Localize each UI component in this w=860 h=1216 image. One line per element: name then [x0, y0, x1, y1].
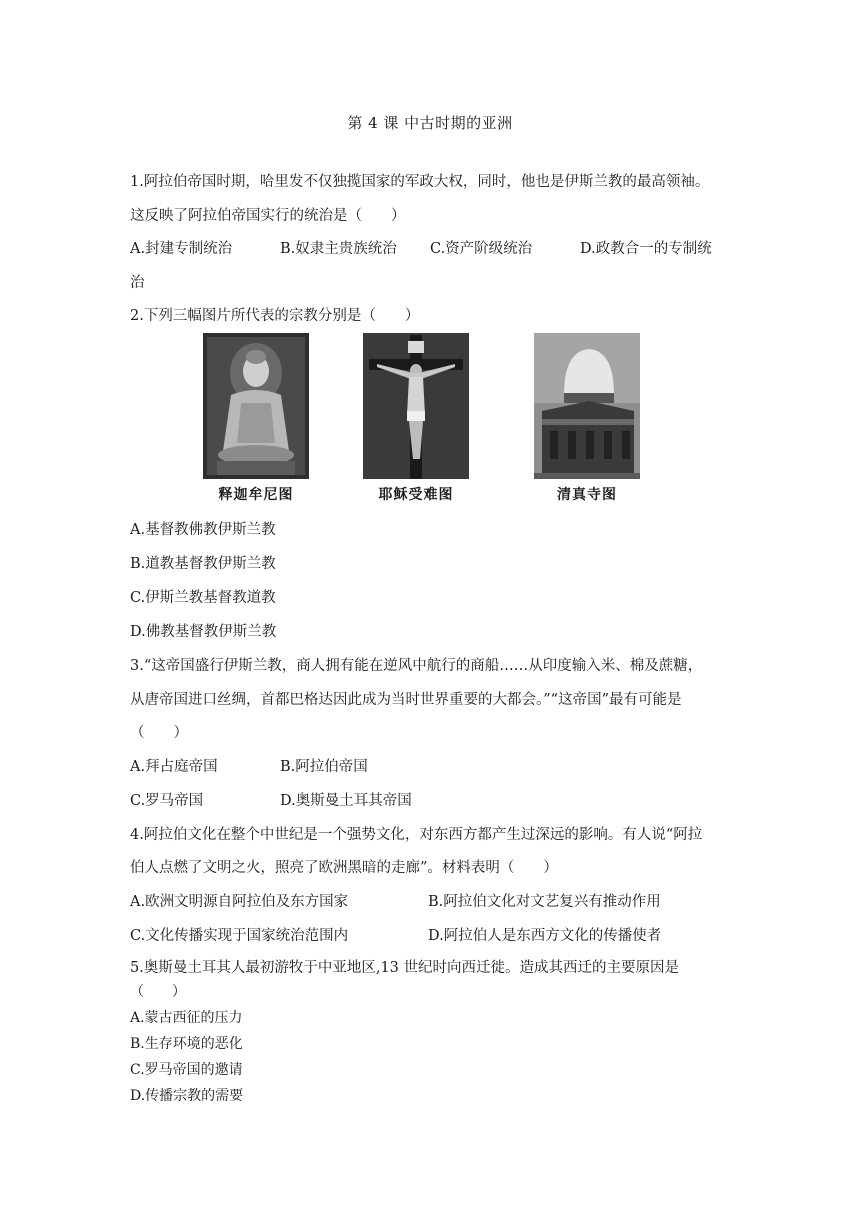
q5-option-a: A.蒙古西征的压力	[130, 1010, 243, 1026]
q2-option-b: B.道教基督教伊斯兰教	[130, 556, 276, 572]
q1-option-d-continued: 治	[130, 275, 145, 291]
q5-option-c: C.罗马帝国的邀请	[130, 1062, 243, 1078]
q3-stem-line2: 从唐帝国进口丝绸，首都巴格达因此成为当时世界重要的大都会。”“这帝国”最有可能是	[130, 692, 682, 708]
q3-option-b: B.阿拉伯帝国	[280, 759, 368, 775]
q5-option-b: B.生存环境的恶化	[130, 1036, 243, 1052]
q3-stem-line3: （ ）	[130, 725, 188, 741]
caption-mosque: 清真寺图	[557, 487, 617, 503]
crucifix-image	[363, 333, 469, 479]
q3-stem-line1: 3.“这帝国盛行伊斯兰教，商人拥有能在逆风中航行的商船……从印度输入米、棉及蔗糖，	[130, 658, 703, 674]
q4-stem-line1: 4.阿拉伯文化在整个中世纪是一个强势文化，对东西方都产生过深远的影响。有人说“阿拉	[130, 827, 703, 843]
q4-stem-line2: 伯人点燃了文明之火，照亮了欧洲黑暗的走廊”。材料表明（ ）	[130, 860, 558, 876]
q5-stem-line2: （ ）	[130, 984, 186, 1000]
q1-option-a: A.封建专制统治	[130, 241, 233, 257]
q1-option-b: B.奴隶主贵族统治	[280, 241, 397, 257]
caption-crucifixion: 耶稣受难图	[378, 487, 454, 503]
q2-option-c: C.伊斯兰教基督教道教	[130, 590, 276, 606]
buddha-image	[203, 333, 309, 479]
q5-stem-line1: 5.奥斯曼土耳其人最初游牧于中亚地区,13 世纪时向西迁徙。造成其西迁的主要原因是	[130, 960, 680, 976]
q3-option-a: A.拜占庭帝国	[130, 759, 218, 775]
q5-option-d: D.传播宗教的需要	[130, 1088, 244, 1104]
q2-stem: 2.下列三幅图片所代表的宗教分别是（ ）	[130, 308, 420, 324]
q1-option-d: D.政教合一的专制统	[580, 241, 712, 257]
mosque-image	[534, 333, 640, 479]
q4-option-c: C.文化传播实现于国家统治范围内	[130, 928, 349, 944]
q3-option-d: D.奥斯曼土耳其帝国	[280, 793, 412, 809]
q4-option-d: D.阿拉伯人是东西方文化的传播使者	[428, 928, 662, 944]
caption-buddha: 释迦牟尼图	[218, 487, 294, 503]
lesson-title: 第 4 课 中古时期的亚洲	[347, 114, 513, 132]
q1-stem-line2: 这反映了阿拉伯帝国实行的统治是（ ）	[130, 208, 406, 224]
q2-option-d: D.佛教基督教伊斯兰教	[130, 624, 277, 640]
q3-option-c: C.罗马帝国	[130, 793, 204, 809]
q1-option-c: C.资产阶级统治	[430, 241, 533, 257]
q4-option-b: B.阿拉伯文化对文艺复兴有推动作用	[428, 894, 661, 910]
q4-option-a: A.欧洲文明源自阿拉伯及东方国家	[130, 894, 349, 910]
q1-stem-line1: 1.阿拉伯帝国时期，哈里发不仅独揽国家的军政大权，同时，他也是伊斯兰教的最高领袖。	[130, 174, 710, 190]
q2-option-a: A.基督教佛教伊斯兰教	[130, 522, 276, 538]
